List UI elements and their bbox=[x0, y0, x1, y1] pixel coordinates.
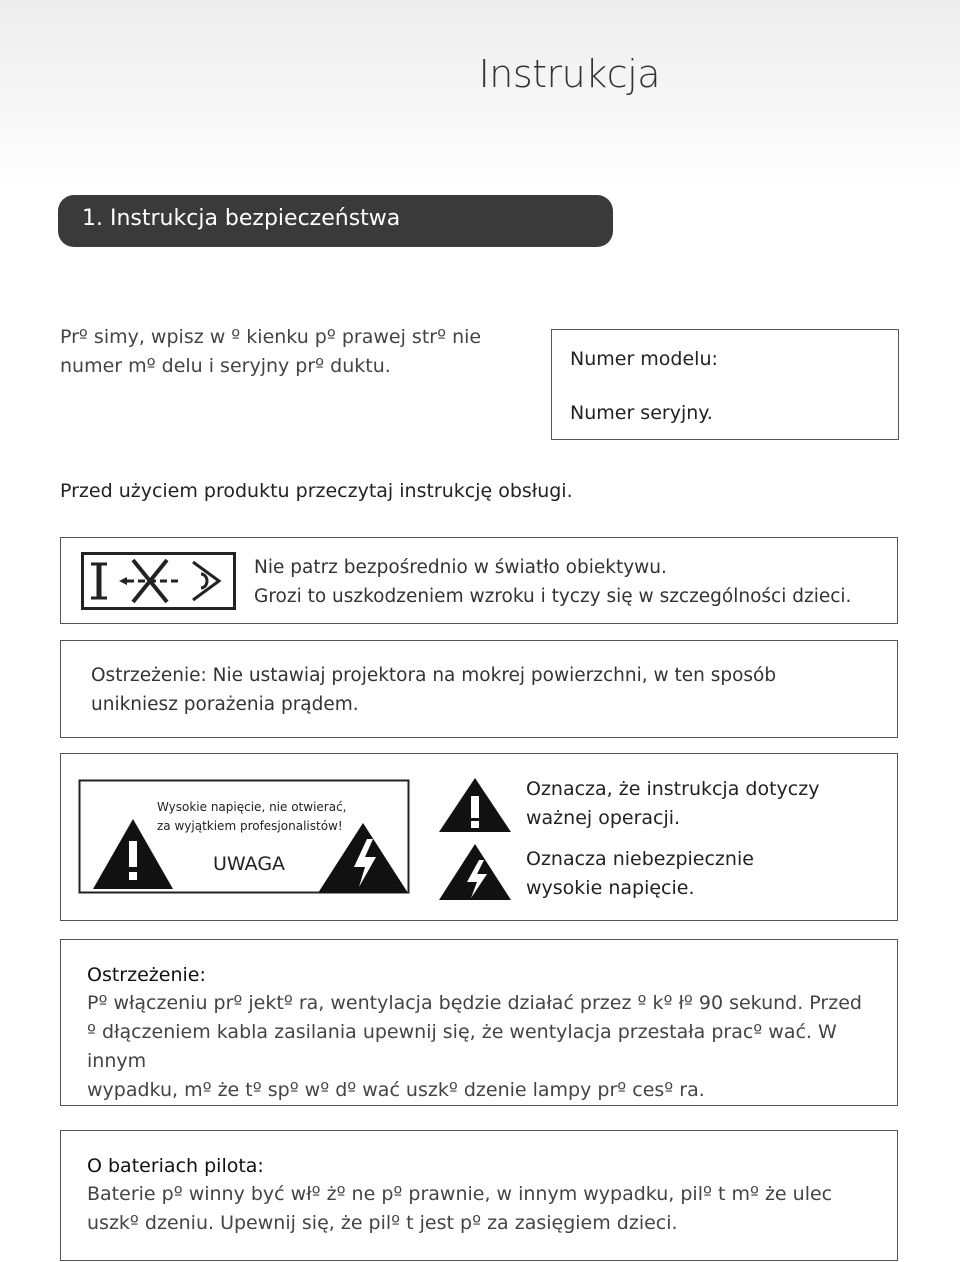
battery-heading: O bateriach pilota: bbox=[87, 1155, 264, 1177]
no-look-into-lens-icon bbox=[81, 552, 236, 610]
exclamation-meaning-line: ważnej operacji. bbox=[526, 807, 681, 829]
serial-number-label: Numer seryjny. bbox=[570, 402, 713, 424]
ventilation-heading: Ostrzeżenie: bbox=[87, 964, 206, 986]
intro-text bbox=[60, 323, 500, 381]
ventilation-line: º dłączeniem kabla zasilania upewnij się, że wentylacja przestała pracº wać. W innym bbox=[87, 1021, 837, 1072]
caution-sign-icon bbox=[78, 779, 410, 894]
sign-warning-line: Wysokie napięcie, nie otwierać, bbox=[157, 800, 347, 814]
battery-info-box bbox=[60, 1130, 898, 1261]
battery-body bbox=[87, 1180, 877, 1238]
model-serial-box bbox=[551, 329, 899, 440]
ventilation-line: wypadku, mº że tº spº wº dº wać uszkº dzenie lampy prº cesº ra. bbox=[87, 1079, 705, 1101]
intro-line: numer mº delu i seryjny prº duktu. bbox=[60, 355, 391, 377]
model-number-label: Numer modelu: bbox=[570, 348, 718, 370]
section-header bbox=[58, 195, 613, 247]
high-voltage-icon bbox=[439, 844, 511, 900]
section-heading: 1. Instrukcja bezpieczeństwa bbox=[82, 206, 401, 231]
wet-surface-warning-box bbox=[60, 640, 898, 738]
lens-warning-line: Nie patrz bezpośrednio w światło obiektywu. bbox=[254, 557, 667, 578]
ventilation-line: Pº włączeniu prº jektº ra, wentylacja będzie działać przez º kº łº 90 sekund. Przed bbox=[87, 992, 862, 1014]
wet-warning-line: unikniesz porażenia prądem. bbox=[91, 694, 359, 715]
sign-warning-line: za wyjątkiem profesjonalistów! bbox=[157, 819, 343, 833]
voltage-meaning bbox=[526, 845, 754, 903]
ventilation-body bbox=[87, 989, 877, 1105]
exclamation-meaning-line: Oznacza, że instrukcja dotyczy bbox=[526, 778, 820, 800]
caution-label: UWAGA bbox=[213, 853, 286, 875]
exclamation-meaning bbox=[526, 775, 819, 833]
symbol-icons bbox=[437, 776, 517, 901]
intro-line: Prº simy, wpisz w º kienku pº prawej strº nie bbox=[60, 326, 482, 348]
battery-line: Baterie pº winny być włº żº ne pº prawnie, w innym wypadku, pilº t mº że ulec bbox=[87, 1183, 833, 1205]
voltage-meaning-line: Oznacza niebezpiecznie bbox=[526, 848, 754, 870]
sign-warning-text bbox=[157, 798, 346, 836]
battery-line: uszkº dzeniu. Upewnij się, że pilº t jest pº za zasięgiem dzieci. bbox=[87, 1212, 678, 1234]
wet-warning-line: Ostrzeżenie: Nie ustawiaj projektora na mokrej powierzchni, w ten sposób bbox=[91, 665, 777, 686]
symbols-box bbox=[60, 753, 898, 921]
page-title: Instrukcja bbox=[478, 52, 660, 96]
lens-warning-line: Grozi to uszkodzeniem wzroku i tyczy się w szczególności dzieci. bbox=[254, 586, 852, 607]
voltage-meaning-line: wysokie napięcie. bbox=[526, 877, 695, 899]
lens-warning-box bbox=[60, 537, 898, 624]
lens-warning-text bbox=[254, 553, 851, 611]
read-manual-note: Przed użyciem produktu przeczytaj instrukcję obsługi. bbox=[60, 480, 573, 502]
exclamation-triangle-icon bbox=[439, 778, 511, 832]
wet-surface-warning-text bbox=[91, 661, 881, 719]
ventilation-warning-box bbox=[60, 939, 898, 1106]
